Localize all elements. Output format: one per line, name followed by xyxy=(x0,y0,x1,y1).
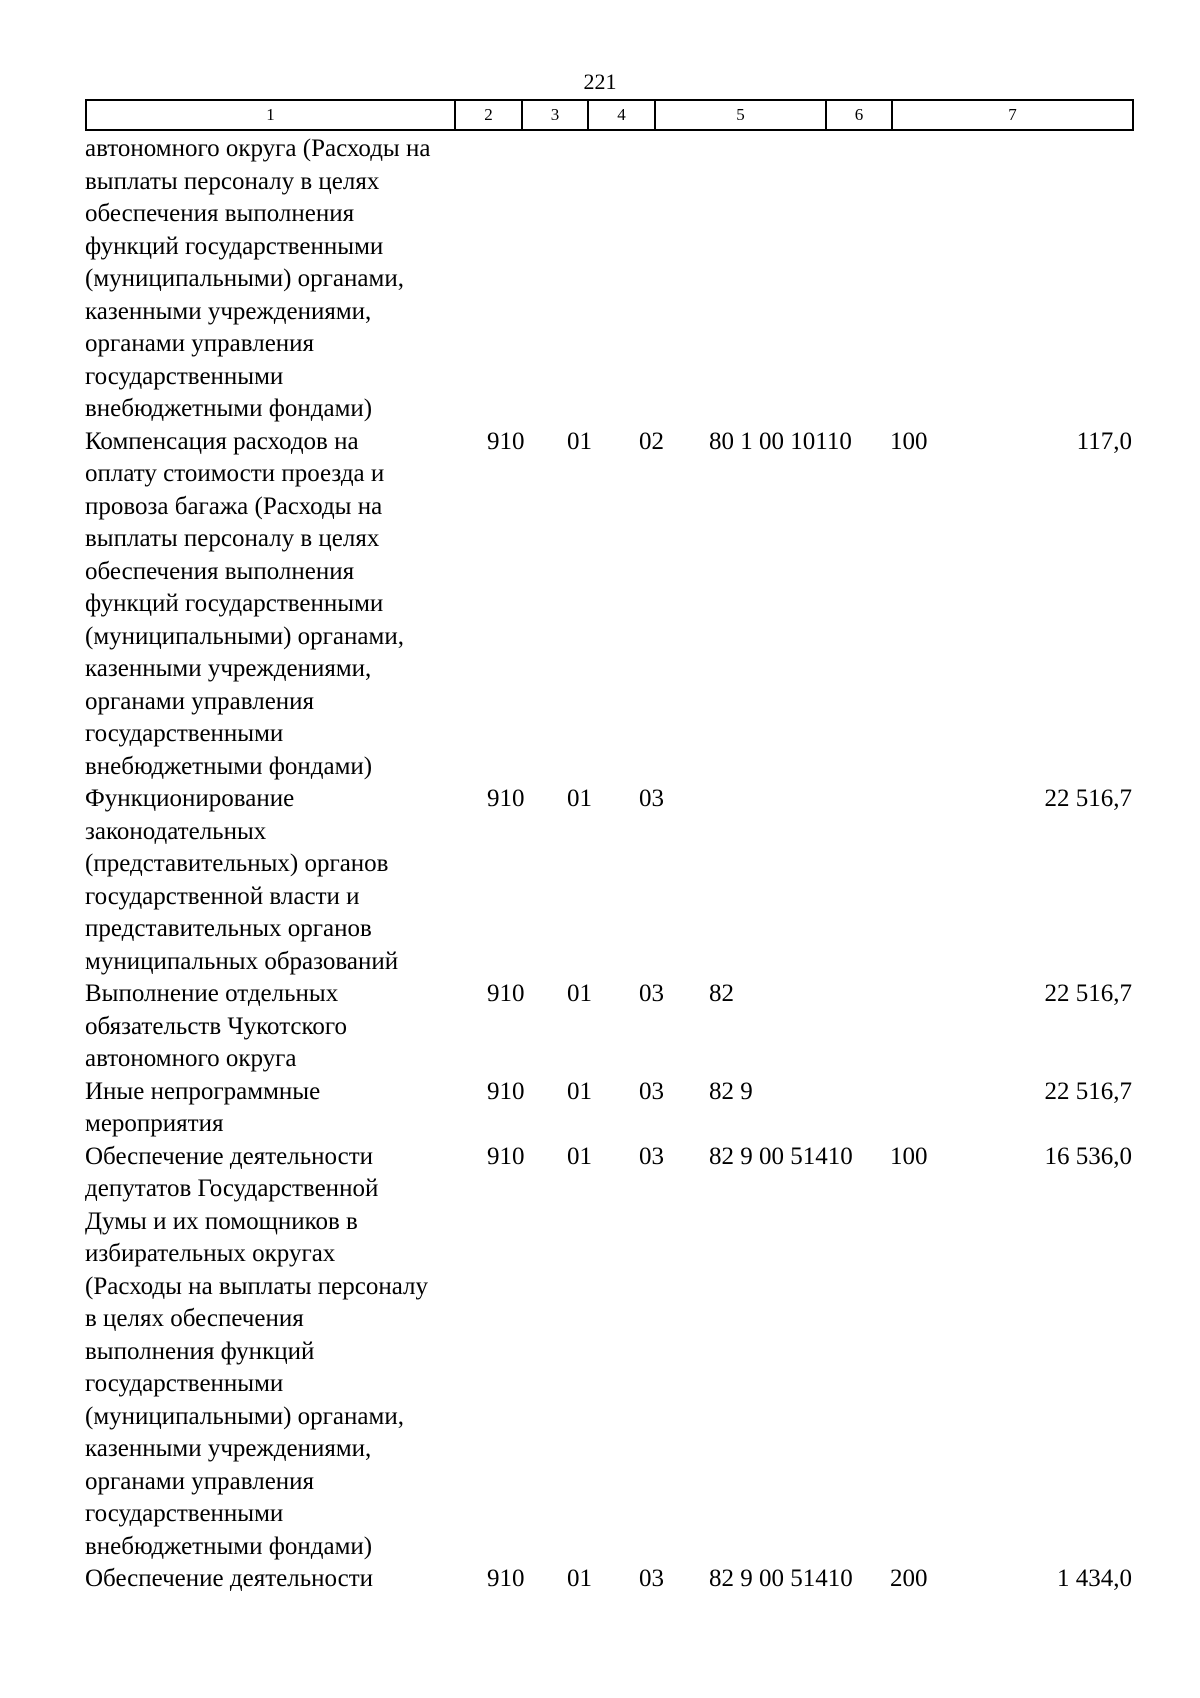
row-description: Выполнение отдельных обязательств Чукотского автономного округа xyxy=(85,980,348,1072)
row-amount: 22 516,7 xyxy=(1044,980,1132,1007)
table-row xyxy=(85,783,1132,978)
row-amount: 22 516,7 xyxy=(1044,1077,1132,1105)
table-row xyxy=(85,1076,1132,1141)
row-code-3: 01 xyxy=(567,1142,592,1170)
column-header-2: 2 xyxy=(455,100,522,130)
row-code-6: 100 xyxy=(890,1142,928,1170)
row-code-6: 100 xyxy=(890,427,928,455)
table-row xyxy=(85,1141,1132,1564)
row-code-3: 01 xyxy=(567,1565,592,1592)
column-header-6: 6 xyxy=(826,100,892,130)
row-code-5: 82 9 00 51410 xyxy=(709,1142,853,1170)
row-code-2: 910 xyxy=(487,1077,525,1105)
row-code-2: 910 xyxy=(487,1142,525,1170)
row-code-4: 02 xyxy=(639,427,664,455)
row-description: Обеспечение деятельности депутатов Государственной Думы и их помощников в избирательных округах (Расходы на выплаты персоналу в целях обеспечения выполнения функций государственными (муниципальными) органами, казенными учреждениями, органами управления государственными внебюджетными фондами) xyxy=(85,1142,429,1560)
table-row xyxy=(85,133,1132,426)
row-description: Обеспечение деятельности xyxy=(85,1565,374,1592)
column-header-7: 7 xyxy=(892,100,1133,130)
column-header-5: 5 xyxy=(655,100,826,130)
row-code-2: 910 xyxy=(487,1565,525,1592)
table-row xyxy=(85,426,1132,784)
budget-table-body xyxy=(85,133,1132,1596)
row-code-3: 01 xyxy=(567,785,592,812)
table-row xyxy=(85,978,1132,1076)
row-code-4: 03 xyxy=(639,1077,664,1105)
row-code-5: 82 9 xyxy=(709,1077,753,1105)
row-amount: 22 516,7 xyxy=(1044,785,1132,812)
row-amount: 1 434,0 xyxy=(1057,1565,1132,1592)
row-amount: 117,0 xyxy=(1076,427,1132,455)
page-number: 221 xyxy=(583,69,617,94)
row-code-5: 80 1 00 10110 xyxy=(709,427,852,455)
row-code-6: 200 xyxy=(890,1565,928,1592)
row-code-5: 82 xyxy=(709,980,734,1007)
row-code-4: 03 xyxy=(639,1142,664,1170)
row-code-2: 910 xyxy=(487,785,525,812)
table-row xyxy=(85,1563,1132,1596)
row-amount: 16 536,0 xyxy=(1044,1142,1132,1170)
row-code-3: 01 xyxy=(567,427,592,455)
column-header-1: 1 xyxy=(86,100,455,130)
column-header-4: 4 xyxy=(588,100,655,130)
row-code-4: 03 xyxy=(639,1565,664,1592)
row-code-2: 910 xyxy=(487,980,525,1007)
row-description: Компенсация расходов на оплату стоимости проезда и провоза багажа (Расходы на выплаты персоналу в целях обеспечения выполнения функций государственными (муниципальными) органами, казенными учреждениями, органами управления государственными внебюджетными фондами) xyxy=(85,427,404,780)
column-header-3: 3 xyxy=(522,100,588,130)
row-description: автономного округа (Расходы на выплаты персоналу в целях обеспечения выполнения функций государственными (муниципальными) органами, казенными учреждениями, органами управления государственными внебюджетными фондами) xyxy=(85,135,431,422)
row-description: Функционирование законодательных (представительных) органов государственной власти и представительных органов муниципальных образований xyxy=(85,785,399,975)
row-code-2: 910 xyxy=(487,427,525,455)
column-header-row xyxy=(86,100,1133,130)
column-header-table xyxy=(85,99,1134,131)
row-code-3: 01 xyxy=(567,1077,592,1105)
row-description: Иные непрограммные мероприятия xyxy=(85,1077,321,1137)
row-code-4: 03 xyxy=(639,980,664,1007)
row-code-4: 03 xyxy=(639,785,664,812)
row-code-5: 82 9 00 51410 xyxy=(709,1565,853,1592)
row-code-3: 01 xyxy=(567,980,592,1007)
